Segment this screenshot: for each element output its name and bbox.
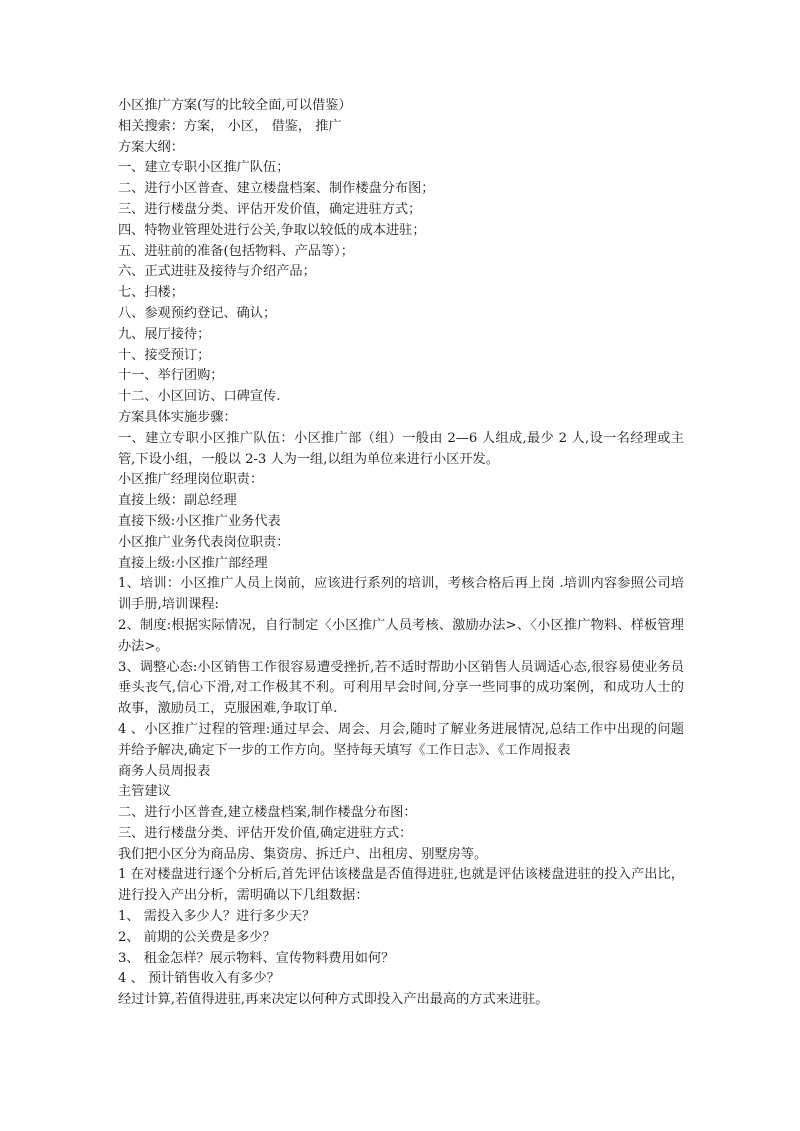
management-paragraph: 4 、小区推广过程的管理:通过早会、周会、月会,随时了解业务进展情况,总结工作中出现的问题并给予解决,确定下一步的工作方向。坚持每天填写《工作日志》、《工作周报表 [118,721,684,758]
outline-item: 七、扫楼； [118,285,184,301]
outline-item: 四、特物业管理处进行公关,争取以较低的成本进驻； [118,222,426,238]
classification-text: 我们把小区分为商品房、集资房、拆迁户、出租房、别墅房等。 [118,846,488,862]
manager-superior: 直接上级：副总经理 [118,493,237,509]
related-keywords: 相关搜索：方案， 小区， 借鉴， 推广 [118,118,342,134]
outline-item: 一、建立专职小区推广队伍； [118,160,290,176]
rep-superior: 直接上级:小区推广部经理 [118,555,268,571]
conclusion-text: 经过计算,若值得进驻,再来决定以何种方式即投入产出最高的方式来进驻。 [118,992,549,1008]
supervisor-advice-label: 主管建议 [118,784,171,800]
mindset-paragraph: 3、调整心态:小区销售工作很容易遭受挫折,若不适时帮助小区销售人员调适心态,很容易使业务员垂头丧气,信心下滑,对工作极其不利。可利用早会时间,分享一些同事的成功案例，和成功人士的故事，激励员工，克服困难,争取订单. [118,659,684,717]
manager-subordinate: 直接下级:小区推广业务代表 [118,513,281,529]
outline-item: 三、进行楼盘分类、评估开发价值，确定进驻方式； [118,201,422,217]
outline-item: 六、正式进驻及接待与介绍产品； [118,264,316,280]
manager-duties-heading: 小区推广经理岗位职责： [118,472,264,488]
document-body [118,96,684,1011]
outline-item: 八、参观预约登记、确认； [118,305,277,321]
question-item: 4 、 预计销售收入有多少？ [118,971,280,987]
outline-item: 九、展厅接待； [118,326,211,342]
weekly-report-label: 商务人员周报表 [118,763,211,779]
question-item: 1、 需投入多少人？进行多少天？ [118,909,316,925]
outline-item: 十二、小区回访、口碑宣传. [118,389,281,405]
outline-item: 五、进驻前的准备(包括物料、产品等）； [118,243,354,259]
training-paragraph: 1、培训：小区推广人员上岗前，应该进行系列的培训，考核合格后再上岗 .培训内容参照公司培训手册,培训课程: [118,576,684,613]
rep-duties-heading: 小区推广业务代表岗位职责： [118,534,290,550]
section-2-heading: 二、进行小区普查,建立楼盘档案,制作楼盘分布图： [118,805,417,821]
outline-heading: 方案大纲： [118,139,184,155]
document-title: 小区推广方案(写的比较全面,可以借鉴） [118,98,352,113]
step-1-paragraph: 一、建立专职小区推广队伍：小区推广部（组）一般由 2—6 人组成,最少 2 人,设一名经理或主管,下设小组，一般以 2-3 人为一组,以组为单位来进行小区开发。 [118,430,684,467]
steps-heading: 方案具体实施步骤： [118,409,237,425]
outline-item: 十、接受预订； [118,347,211,363]
policy-paragraph: 2、制度:根据实际情况，自行制定〈小区推广人员考核、激励办法>、〈小区推广物料、样板管理办法>。 [118,617,684,654]
question-item: 2、 前期的公关费是多少？ [118,929,276,945]
outline-item: 十一、举行团购； [118,368,224,384]
question-item: 3、 租金怎样？展示物料、宣传物料费用如何？ [118,950,395,966]
section-3-heading: 三、进行楼盘分类、评估开发价值,确定进驻方式： [118,825,413,841]
outline-item: 二、进行小区普查、建立楼盘档案、制作楼盘分布图； [118,181,435,197]
analysis-paragraph: 1 在对楼盘进行逐个分析后,首先评估该楼盘是否值得进驻,也就是评估该楼盘进驻的投入产出比，进行投入产出分析，需明确以下几组数据： [118,867,684,904]
